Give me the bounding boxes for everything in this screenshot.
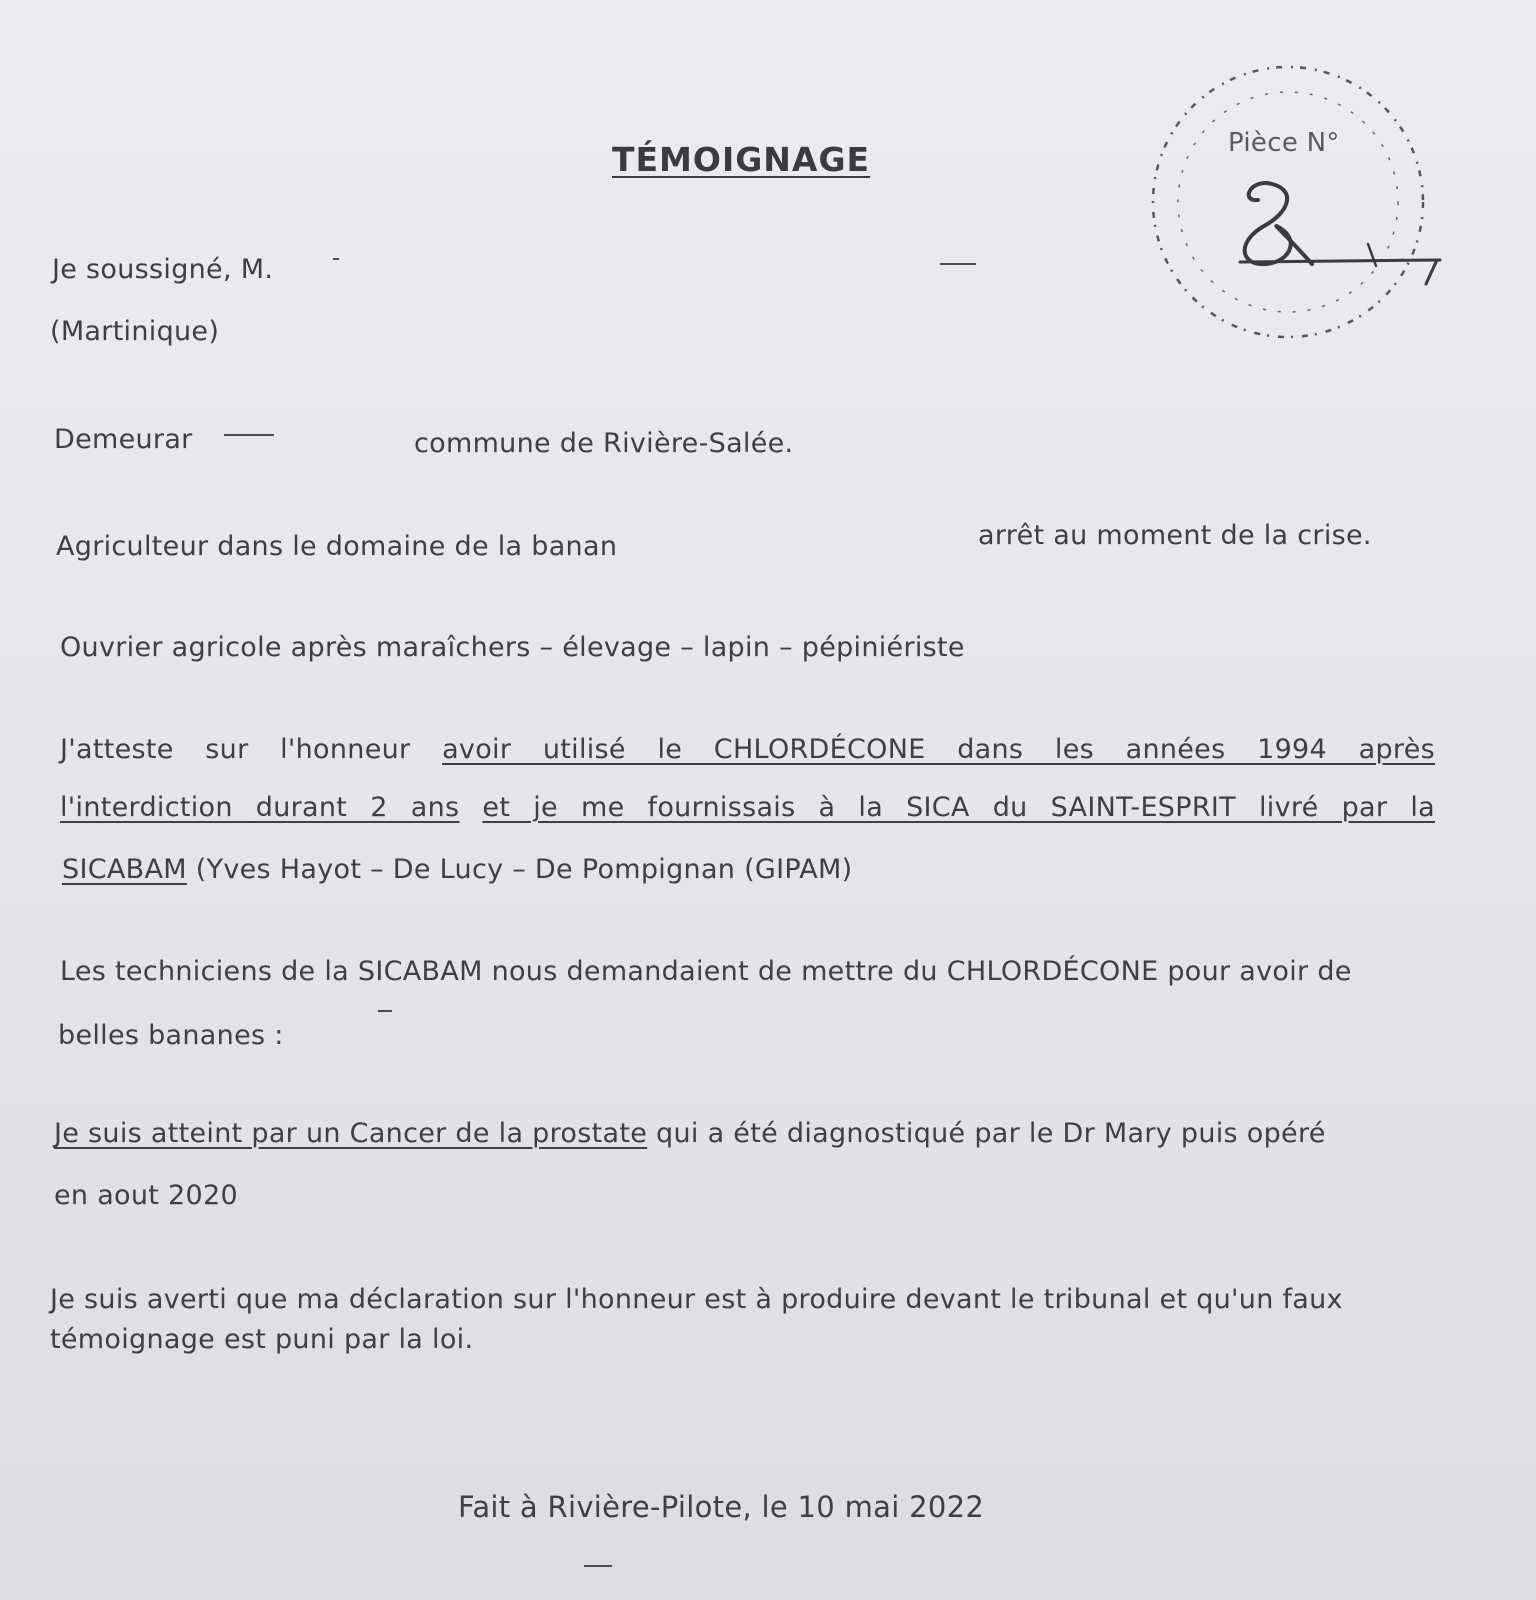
attestation-line-2 bbox=[60, 792, 1435, 823]
redaction-mark bbox=[333, 258, 339, 260]
residence-commune: commune de Rivière-Salée. bbox=[414, 428, 794, 459]
profession-end: arrêt au moment de la crise. bbox=[978, 520, 1372, 551]
warning-line-1: Je suis averti que ma déclaration sur l'honneur est à produire devant le tribunal et qu'un faux bbox=[50, 1284, 1343, 1315]
attestation-plain: J'atteste sur l'honneur bbox=[60, 734, 411, 765]
redaction-mark bbox=[378, 1010, 392, 1012]
illness-underlined: Je suis atteint par un Cancer de la prostate bbox=[54, 1118, 648, 1149]
illness-line-2: en aout 2020 bbox=[54, 1180, 238, 1211]
technicians-line-1: Les techniciens de la SICABAM nous demandaient de mettre du CHLORDÉCONE pour avoir de bbox=[60, 956, 1352, 987]
residence-label: Demeurar bbox=[54, 424, 193, 455]
redaction-mark bbox=[224, 434, 274, 436]
region-line: (Martinique) bbox=[50, 316, 220, 347]
exhibit-stamp bbox=[1140, 52, 1460, 352]
attestation-line-3 bbox=[62, 854, 852, 885]
stamp-label: Pièce N° bbox=[1228, 128, 1340, 158]
attestation-supplier: et je me fournissais à la SICA du SAINT-ESPRIT livré par la bbox=[482, 792, 1435, 823]
sicabam-underlined: SICABAM bbox=[62, 854, 187, 885]
place-date: Fait à Rivière-Pilote, le 10 mai 2022 bbox=[458, 1490, 985, 1524]
profession-start: Agriculteur dans le domaine de la banan bbox=[56, 531, 618, 562]
sicabam-members: (Yves Hayot – De Lucy – De Pompignan (GIPAM) bbox=[195, 854, 853, 885]
illness-line-1 bbox=[54, 1118, 1326, 1149]
document-title: TÉMOIGNAGE bbox=[612, 140, 871, 179]
attestation-line-1 bbox=[60, 734, 1435, 765]
attestation-underlined: avoir utilisé le CHLORDÉCONE dans les années 1994 après bbox=[442, 734, 1435, 765]
signature-mark bbox=[584, 1565, 612, 1567]
attestation-interdiction: l'interdiction durant 2 ans bbox=[60, 792, 460, 823]
warning-line-2: témoignage est puni par la loi. bbox=[50, 1324, 474, 1355]
technicians-line-2: belles bananes : bbox=[58, 1020, 284, 1051]
identity-line: Je soussigné, M. bbox=[52, 254, 274, 285]
stamp-circle-icon bbox=[1140, 52, 1460, 352]
worker-line: Ouvrier agricole après maraîchers – élevage – lapin – pépiniériste bbox=[60, 632, 965, 663]
redaction-mark bbox=[940, 263, 976, 265]
illness-diagnosis: qui a été diagnostiqué par le Dr Mary puis opéré bbox=[656, 1118, 1326, 1149]
